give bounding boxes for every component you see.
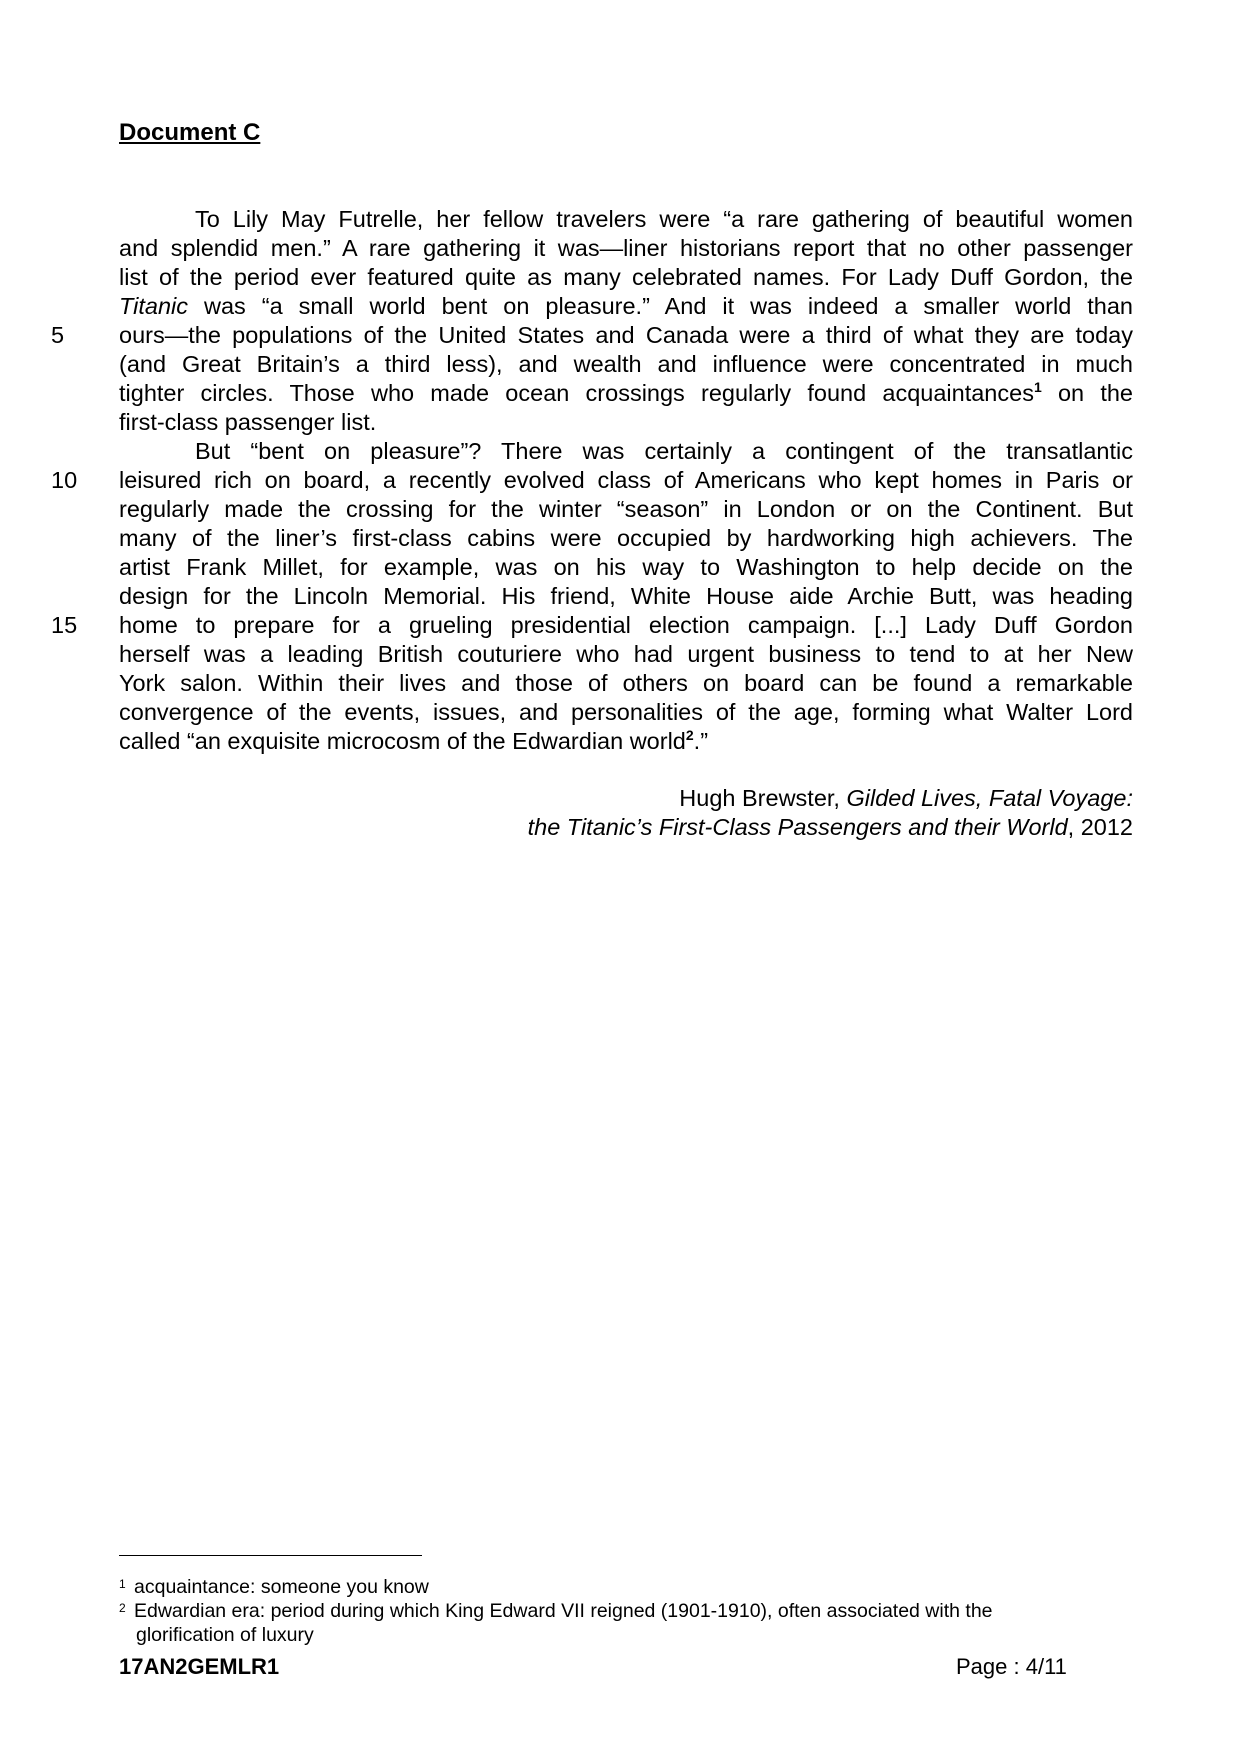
passage-line: (and Great Britain’s a third less), and wealth and influence were concentrated in much [119,351,1133,377]
passage [51,205,1133,756]
document-code: 17AN2GEMLR1 [119,1654,280,1679]
attribution: Hugh Brewster, Gilded Lives, Fatal Voyage: the Titanic’s First-Class Passengers and their World, 2012 [527,785,1133,840]
footnote: 2 Edwardian era: period during which King Edward VII reigned (1901-1910), often associated with the [119,1600,993,1622]
line-number: 10 [51,467,78,493]
passage-line: York salon. Within their lives and those of others on board can be found a remarkable [119,670,1133,696]
titanic-italic: Titanic [119,293,189,319]
line-number: 5 [51,322,65,348]
passage-line: To Lily May Futrelle, her fellow travelers were “a rare gathering of beautiful women [195,206,1133,232]
passage-line: artist Frank Millet, for example, was on his way to Washington to help decide on the [119,554,1133,580]
passage-line: design for the Lincoln Memorial. His friend, White House aide Archie Butt, was heading [119,583,1133,609]
passage-line: and splendid men.” A rare gathering it was—liner historians report that no other passenger [119,235,1133,261]
passage-line: convergence of the events, issues, and personalities of the age, forming what Walter Lord [119,699,1133,725]
page-number: Page : 4/11 [956,1654,1067,1679]
passage-line: tighter circles. Those who made ocean crossings regularly found acquaintances$^1$ on the [119,379,1133,406]
passage-line: list of the period ever featured quite as many celebrated names. For Lady Duff Gordon, the [119,264,1133,290]
passage-line: 5 ours—the populations of the United States and Canada were a third of what they are today [51,322,1133,348]
passage-line: Titanic was “a small world bent on pleasure.” And it was indeed a smaller world than [119,293,1133,319]
passage-line: regularly made the crossing for the winter “season” in London or on the Continent. But [119,496,1133,522]
document-heading: Document C [119,119,261,146]
footnote-divider [119,1555,422,1556]
footnote-marker: 2 [685,727,694,743]
passage-line: But “bent on pleasure”? There was certainly a contingent of the transatlantic [195,438,1133,464]
footnote-continuation: glorification of luxury [136,1624,314,1646]
passage-line: first-class passenger list. [119,409,377,435]
passage-line: herself was a leading British couturiere who had urgent business to tend to at her New [119,641,1133,667]
footnotes [119,1575,1079,1647]
footnote: 1 acquaintance: someone you know [119,1576,429,1598]
passage-line: 10 leisured rich on board, a recently evolved class of Americans who kept homes in Paris or [51,467,1133,493]
passage-line: many of the liner’s first-class cabins were occupied by hardworking high achievers. The [119,525,1133,551]
footnote-marker: 1 [1033,379,1042,395]
passage-line: 15 home to prepare for a grueling presidential election campaign. [...] Lady Duff Gordon [51,612,1133,638]
line-number: 15 [51,612,78,638]
passage-line: called “an exquisite microcosm of the Edwardian world$^2$.” [119,727,709,754]
